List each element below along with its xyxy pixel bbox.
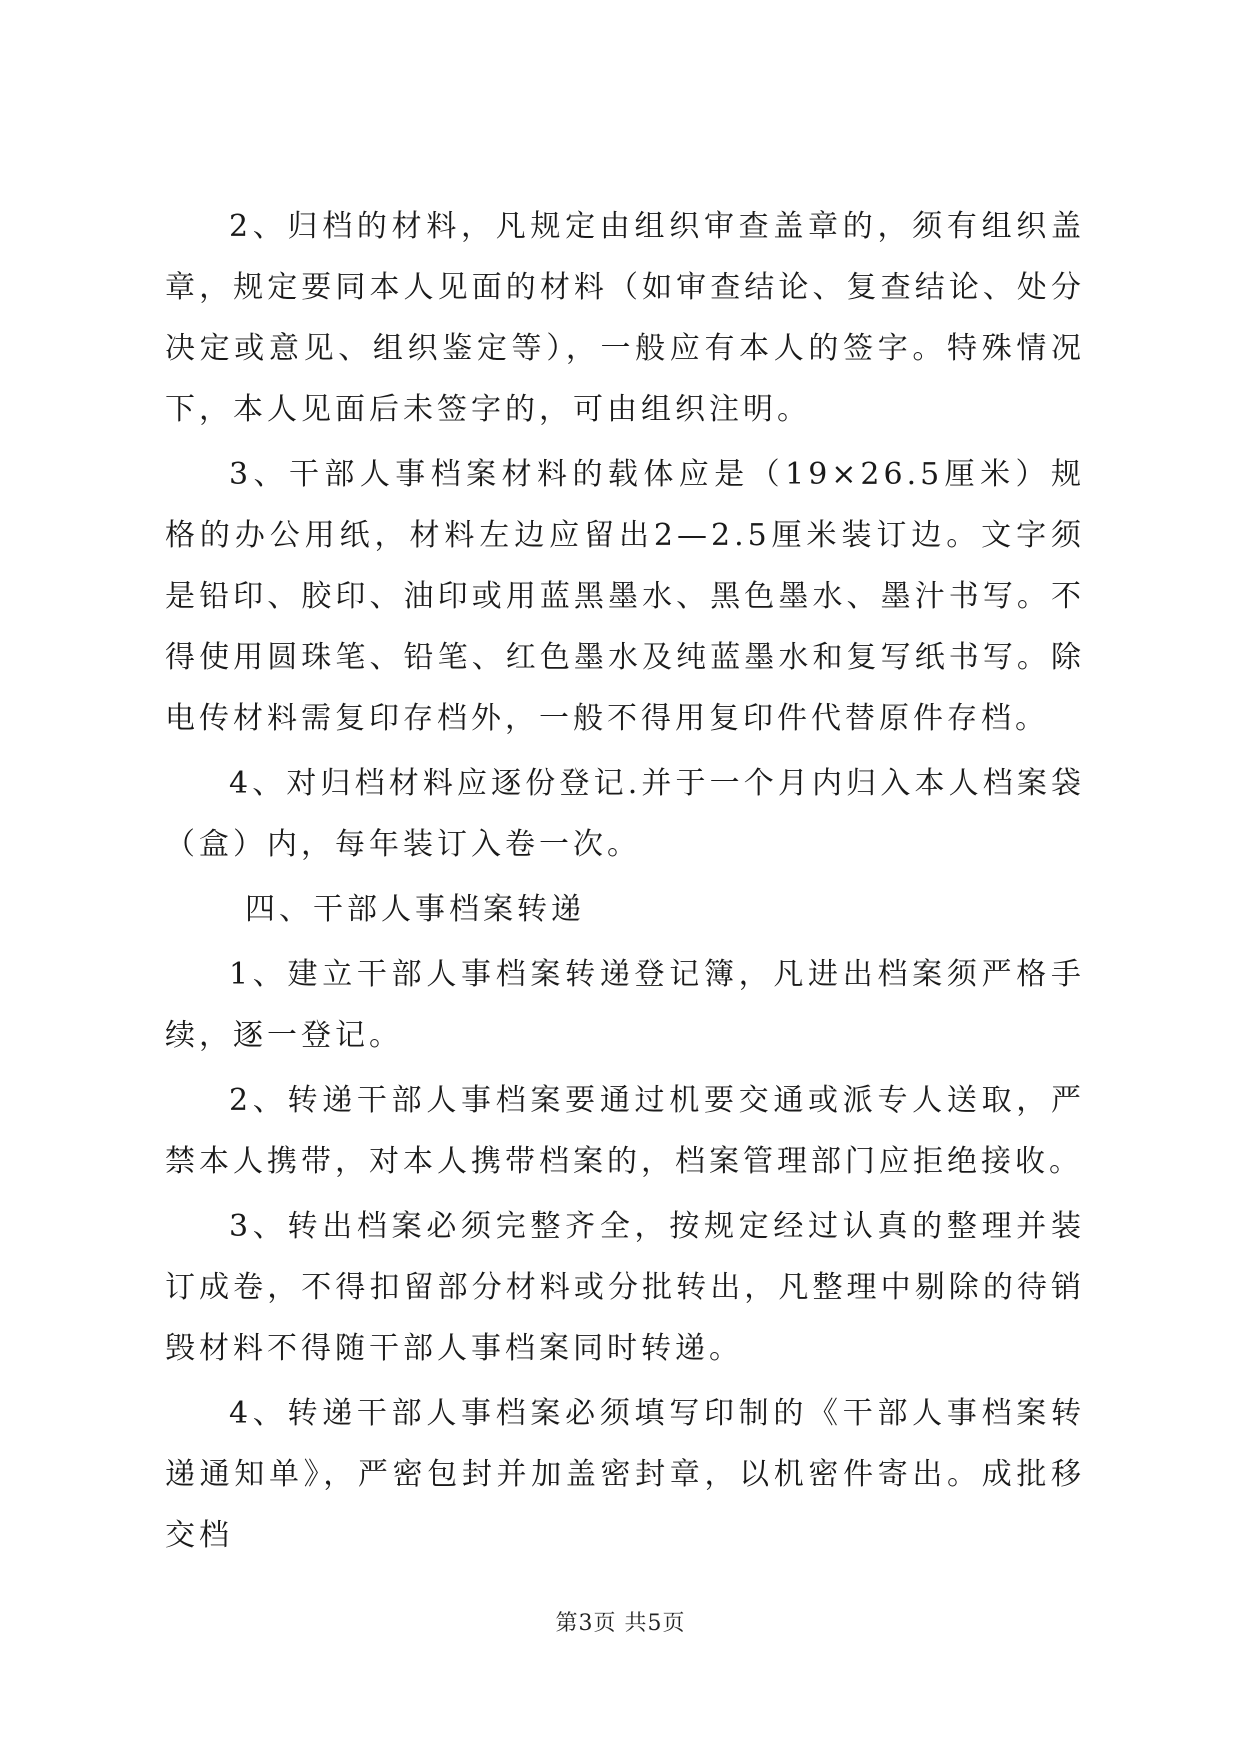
paragraph-transfer-register: 1、建立干部人事档案转递登记簿，凡进出档案须严格手续，逐一登记。 (165, 957, 1085, 1053)
document-body (165, 196, 1085, 1570)
paragraph-transfer-delivery: 2、转递干部人事档案要通过机要交通或派专人送取，严禁本人携带，对本人携带档案的，档案管理部门应拒绝接收。 (165, 1083, 1085, 1179)
section-heading-transfer: 四、干部人事档案转递 (245, 892, 585, 927)
page-number-footer: 第3页 共5页 (555, 1611, 686, 1636)
paragraph-archive-seal: 2、归档的材料，凡规定由组织审查盖章的，须有组织盖章，规定要同本人见面的材料（如审查结论、复查结论、处分决定或意见、组织鉴定等），一般应有本人的签字。特殊情况下，本人见面后未签字的，可由组织注明。 (165, 209, 1085, 427)
paragraph-transfer-notice: 4、转递干部人事档案必须填写印制的《干部人事档案转递通知单》，严密包封并加盖密封章，以机密件寄出。成批移交档 (165, 1396, 1085, 1553)
paragraph-registration: 4、对归档材料应逐份登记.并于一个月内归入本人档案袋（盒）内，每年装订入卷一次。 (165, 766, 1085, 862)
paragraph-transfer-complete: 3、转出档案必须完整齐全，按规定经过认真的整理并装订成卷，不得扣留部分材料或分批转出，凡整理中剔除的待销毁材料不得随干部人事档案同时转递。 (165, 1209, 1085, 1366)
paragraph-paper-spec: 3、干部人事档案材料的载体应是（19×26.5厘米）规格的办公用纸，材料左边应留出2—2.5厘米装订边。文字须是铅印、胶印、油印或用蓝黑墨水、黑色墨水、墨汁书写。不得使用圆珠笔、铅笔、红色墨水及纯蓝墨水和复写纸书写。除电传材料需复印存档外，一般不得用复印件代替原件存档。 (165, 457, 1085, 736)
